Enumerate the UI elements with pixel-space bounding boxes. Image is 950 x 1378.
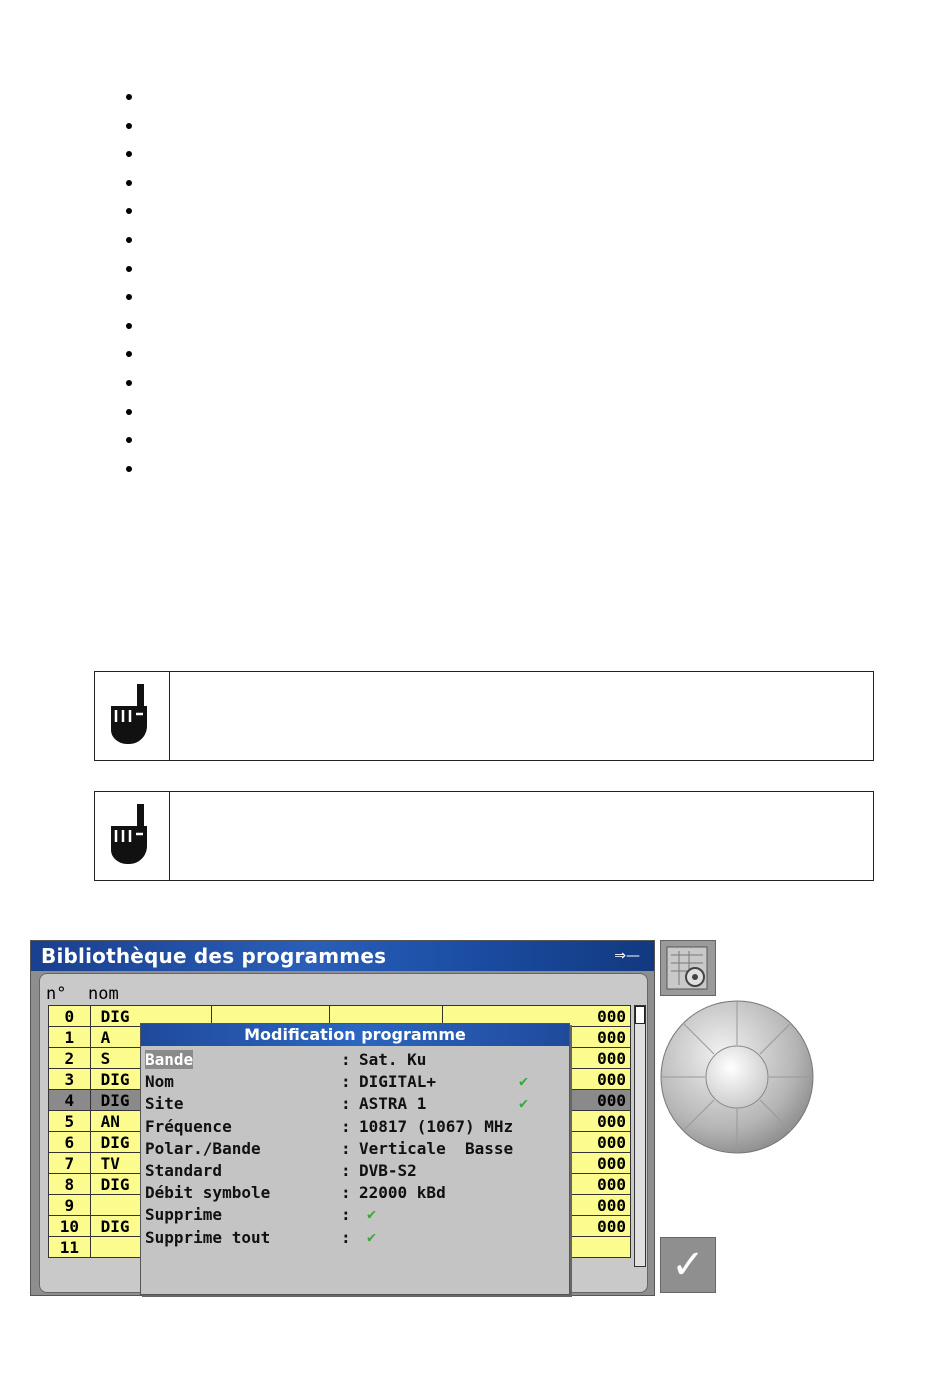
field-label: Polar./Bande	[145, 1138, 261, 1158]
field-separator: :	[341, 1094, 351, 1114]
row-frequency: 000	[443, 1006, 631, 1027]
row-name: AN	[90, 1111, 211, 1132]
settings-button[interactable]	[660, 940, 716, 996]
plug-icon: ⇒—	[614, 948, 640, 964]
field-separator: :	[341, 1138, 351, 1158]
row-frequency: 000	[443, 1216, 631, 1237]
row-number: 8	[49, 1174, 91, 1195]
column-header-name: nom	[88, 984, 119, 1004]
note-icon-cell	[95, 792, 170, 880]
field-label: Standard	[145, 1161, 223, 1180]
chip-settings-icon	[661, 941, 715, 995]
field-label: Débit symbole	[145, 1183, 271, 1203]
row-number: 3	[49, 1069, 91, 1090]
field-value: DVB-S2	[359, 1161, 417, 1180]
field-label: Site	[145, 1094, 184, 1114]
field-value: Sat. Ku	[359, 1050, 427, 1069]
column-header-num: n°	[46, 984, 67, 1004]
row-name: DIG	[90, 1006, 211, 1027]
row-frequency: 000	[443, 1195, 631, 1216]
row-number: 10	[49, 1216, 91, 1237]
field-label: Supprime tout	[145, 1227, 271, 1247]
field-value: Verticale Basse	[359, 1138, 514, 1158]
field-value: ASTRA 1	[359, 1094, 427, 1114]
row-frequency: 000	[443, 1111, 631, 1132]
green-check-icon: ✔	[367, 1227, 377, 1246]
navigation-wheel-icon[interactable]	[660, 1000, 816, 1156]
dialog-title: Modification programme	[141, 1024, 569, 1046]
row-frequency: 000	[443, 1069, 631, 1090]
row-number: 5	[49, 1111, 91, 1132]
row-name: DIG	[90, 1174, 211, 1195]
field-separator: :	[341, 1205, 351, 1225]
row-name: DIG	[90, 1090, 211, 1111]
row-number: 11	[49, 1237, 91, 1258]
row-name: DIG	[90, 1216, 211, 1237]
green-check-icon: ✔	[367, 1205, 377, 1224]
green-check-icon: ✔	[519, 1094, 529, 1113]
row-number: 7	[49, 1153, 91, 1174]
field-label: Nom	[145, 1072, 174, 1092]
row-number: 4	[49, 1090, 91, 1111]
green-check-icon: ✔	[519, 1072, 529, 1091]
field-value: 10817 (1067) MHz	[359, 1116, 514, 1136]
field-separator: :	[341, 1116, 351, 1136]
field-label: Fréquence	[145, 1116, 232, 1136]
title-bar	[31, 941, 654, 971]
row-name: TV	[90, 1153, 211, 1174]
row-number: 6	[49, 1132, 91, 1153]
field-separator: :	[341, 1072, 351, 1092]
scrollbar[interactable]	[634, 1005, 646, 1267]
note-icon-cell	[95, 672, 170, 760]
scrollbar-thumb[interactable]	[635, 1006, 645, 1024]
row-frequency: 000	[443, 1132, 631, 1153]
row-number: 1	[49, 1027, 91, 1048]
field-separator: :	[341, 1161, 351, 1180]
field-separator: :	[341, 1227, 351, 1247]
modify-program-dialog	[140, 1023, 570, 1295]
row-name: DIG	[90, 1132, 211, 1153]
row-frequency: 000	[443, 1090, 631, 1111]
row-name: S	[90, 1048, 211, 1069]
row-frequency: 000	[443, 1048, 631, 1069]
field-label: Supprime	[145, 1205, 223, 1225]
note-box-1	[94, 671, 874, 761]
field-separator: :	[341, 1050, 351, 1069]
field-label: Bande	[145, 1050, 194, 1069]
ok-button[interactable]	[660, 1237, 716, 1293]
field-separator: :	[341, 1183, 351, 1203]
checkmark-icon: ✓	[671, 1242, 705, 1288]
pointing-hand-icon	[109, 804, 153, 870]
field-value: DIGITAL+	[359, 1072, 437, 1092]
device-screen	[30, 940, 655, 1296]
row-name: A	[90, 1027, 211, 1048]
screen-title: Bibliothèque des programmes	[41, 944, 387, 968]
program-list-panel	[39, 973, 648, 1293]
row-name: DIG	[90, 1069, 211, 1090]
row-frequency: 000	[443, 1027, 631, 1048]
row-number: 2	[49, 1048, 91, 1069]
pointing-hand-icon	[109, 684, 153, 750]
row-frequency: 000	[443, 1174, 631, 1195]
row-frequency: 000	[443, 1153, 631, 1174]
field-value: 22000 kBd	[359, 1183, 446, 1203]
row-number: 9	[49, 1195, 91, 1216]
note-box-2	[94, 791, 874, 881]
row-number: 0	[49, 1006, 91, 1027]
